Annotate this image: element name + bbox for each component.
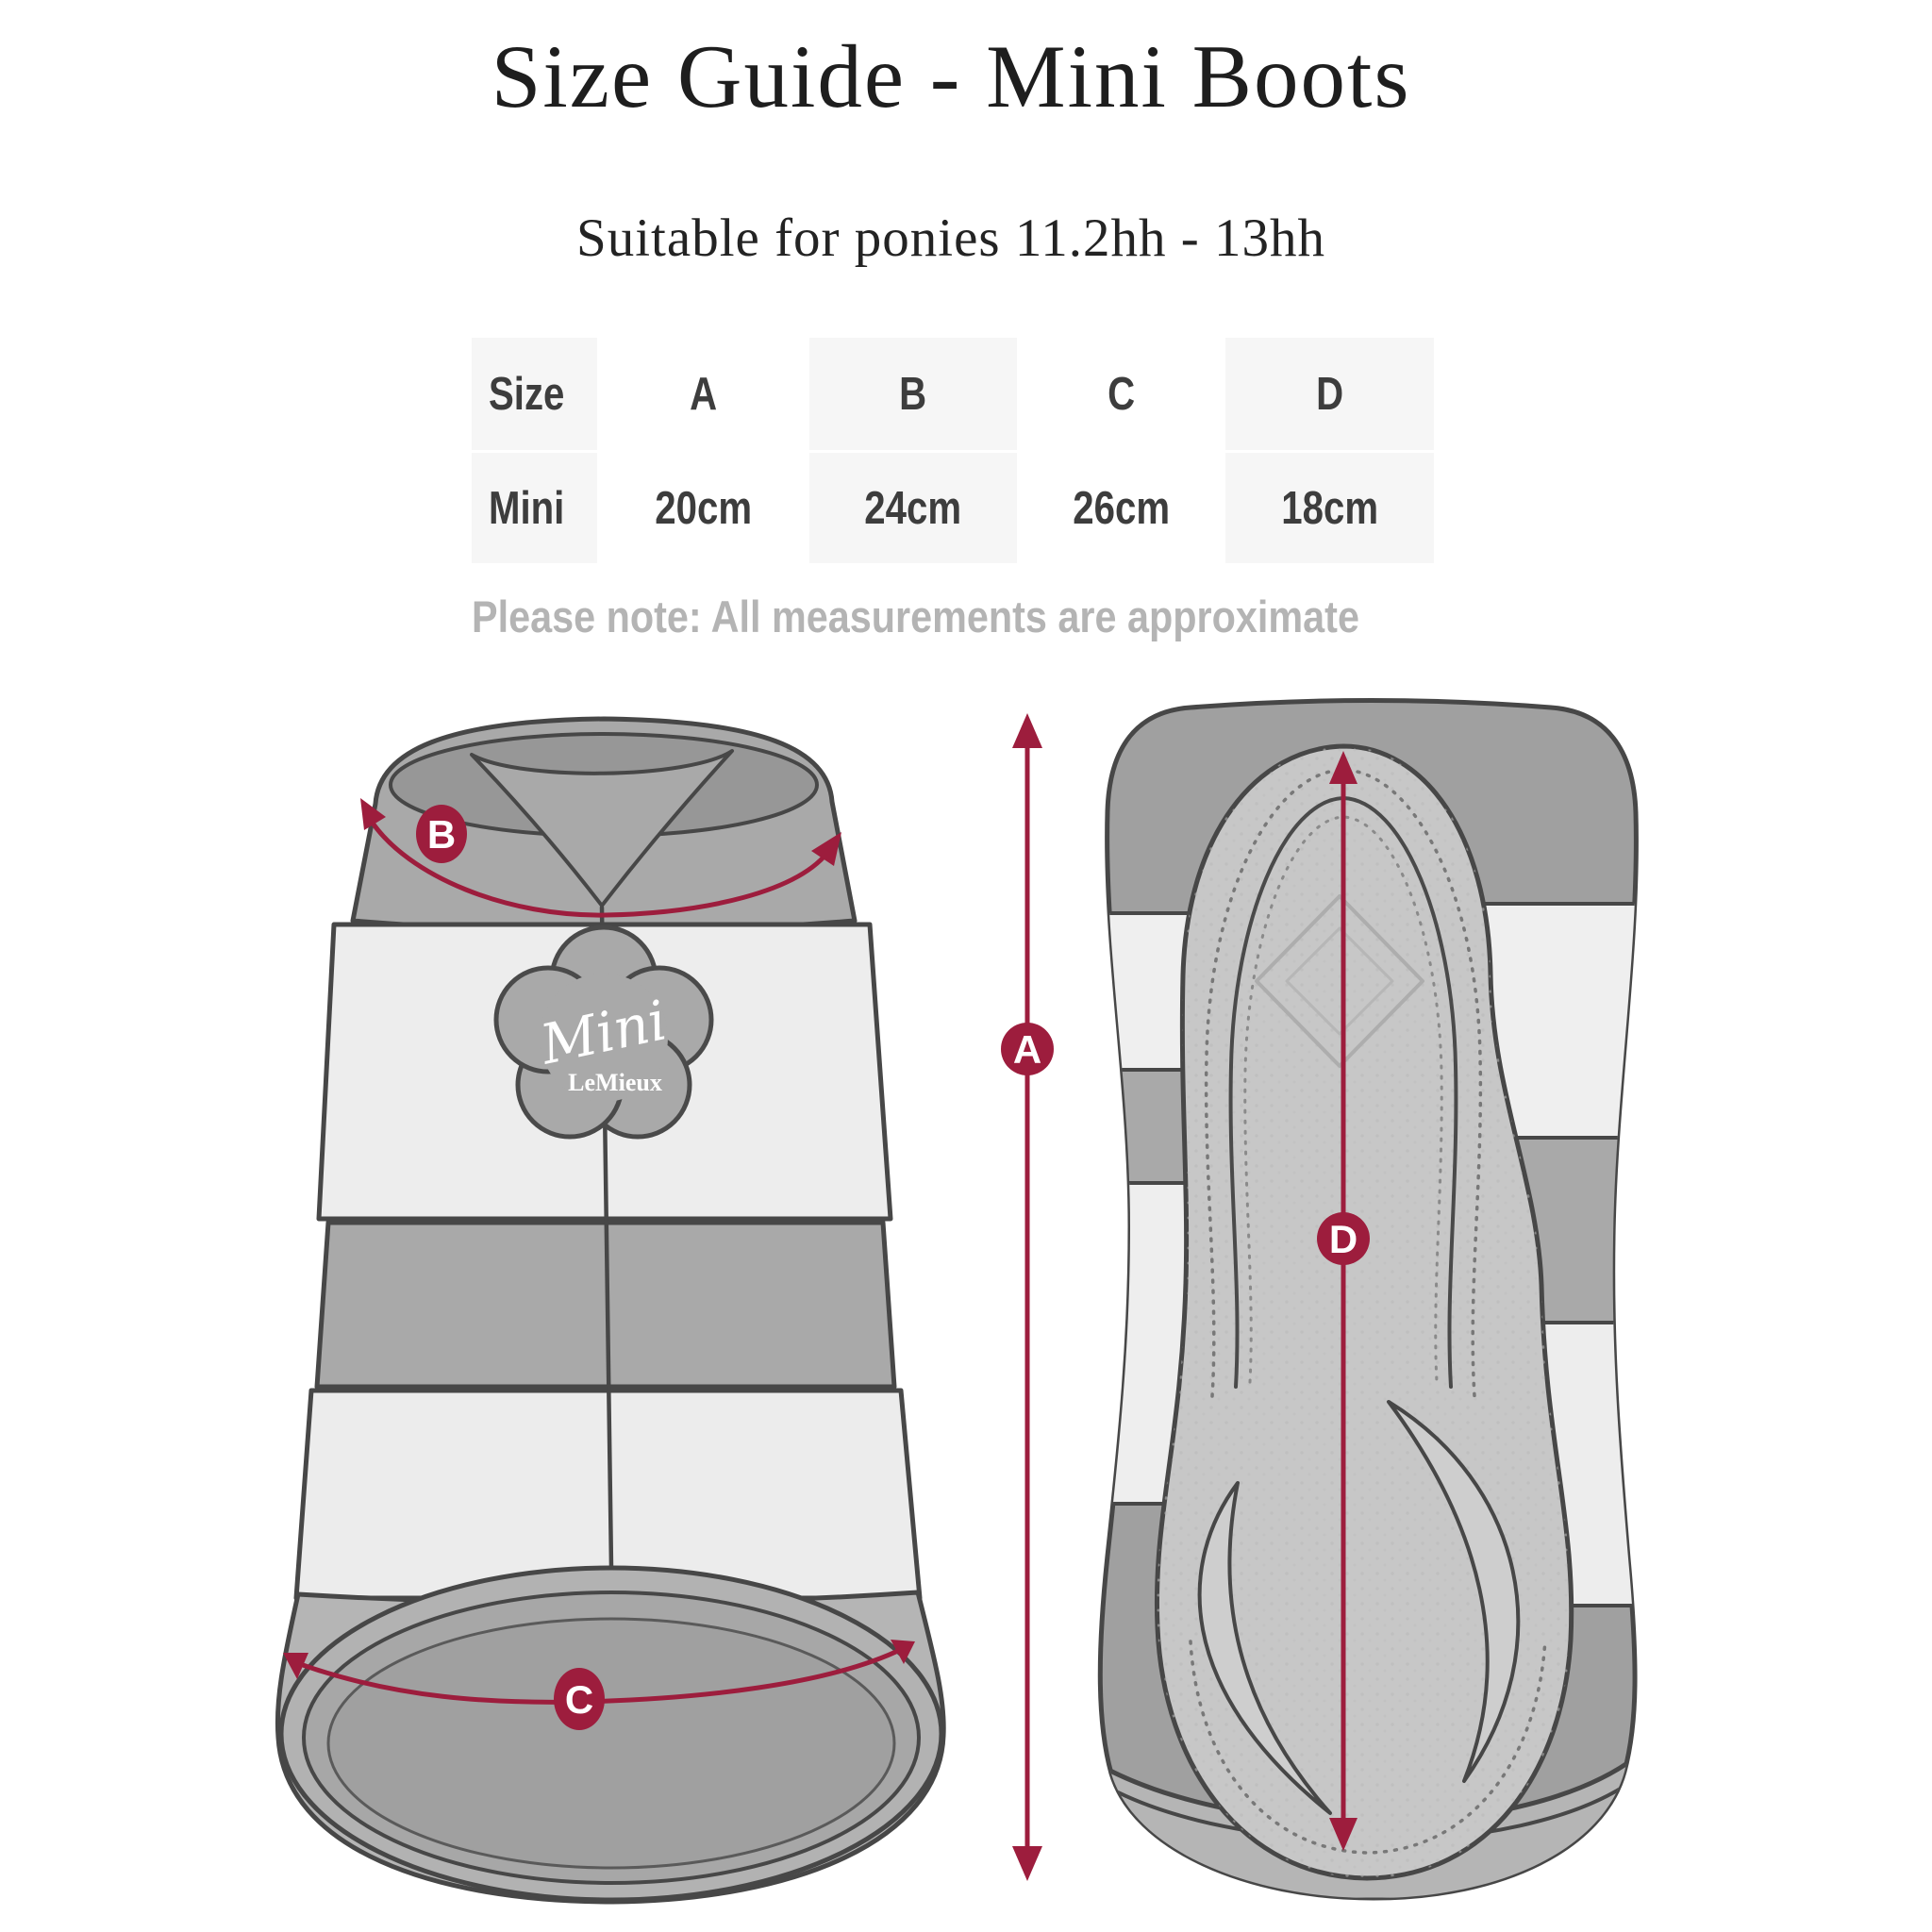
front-boot <box>277 719 943 1902</box>
measure-label-c <box>554 1668 605 1730</box>
brand-logo-sub: LeMieux <box>568 1069 662 1096</box>
measure-label-d <box>1317 1212 1370 1265</box>
back-boot <box>1085 701 1651 1901</box>
table-row-label: Mini <box>472 453 597 563</box>
measure-label-a <box>1001 1023 1054 1075</box>
measure-arrow-a <box>1012 713 1042 1881</box>
table-header-d: D <box>1225 338 1434 450</box>
table-value-a: 20cm <box>599 453 808 563</box>
svg-text:A: A <box>1012 1027 1042 1072</box>
svg-text:B: B <box>426 812 457 857</box>
table-header-size: Size <box>472 338 597 450</box>
page-title: Size Guide - Mini Boots <box>491 26 1411 126</box>
table-value-d: 18cm <box>1225 453 1434 563</box>
page-subtitle: Suitable for ponies 11.2hh - 13hh <box>576 208 1325 268</box>
table-value-b: 24cm <box>809 453 1017 563</box>
svg-text:D: D <box>1328 1217 1358 1261</box>
table-value-c: 26cm <box>1019 453 1224 563</box>
size-table <box>472 338 1434 563</box>
measure-label-b <box>416 805 467 863</box>
table-header-c: C <box>1019 338 1224 450</box>
front-boot-rim-inner <box>328 1619 894 1868</box>
table-header-a: A <box>599 338 808 450</box>
measurement-note: Please note: All measurements are approximate <box>472 591 1359 641</box>
table-header-b: B <box>809 338 1017 450</box>
svg-text:C: C <box>564 1677 594 1722</box>
boots-illustration <box>0 660 1932 1932</box>
brand-logo-script: Mini <box>535 988 673 1077</box>
